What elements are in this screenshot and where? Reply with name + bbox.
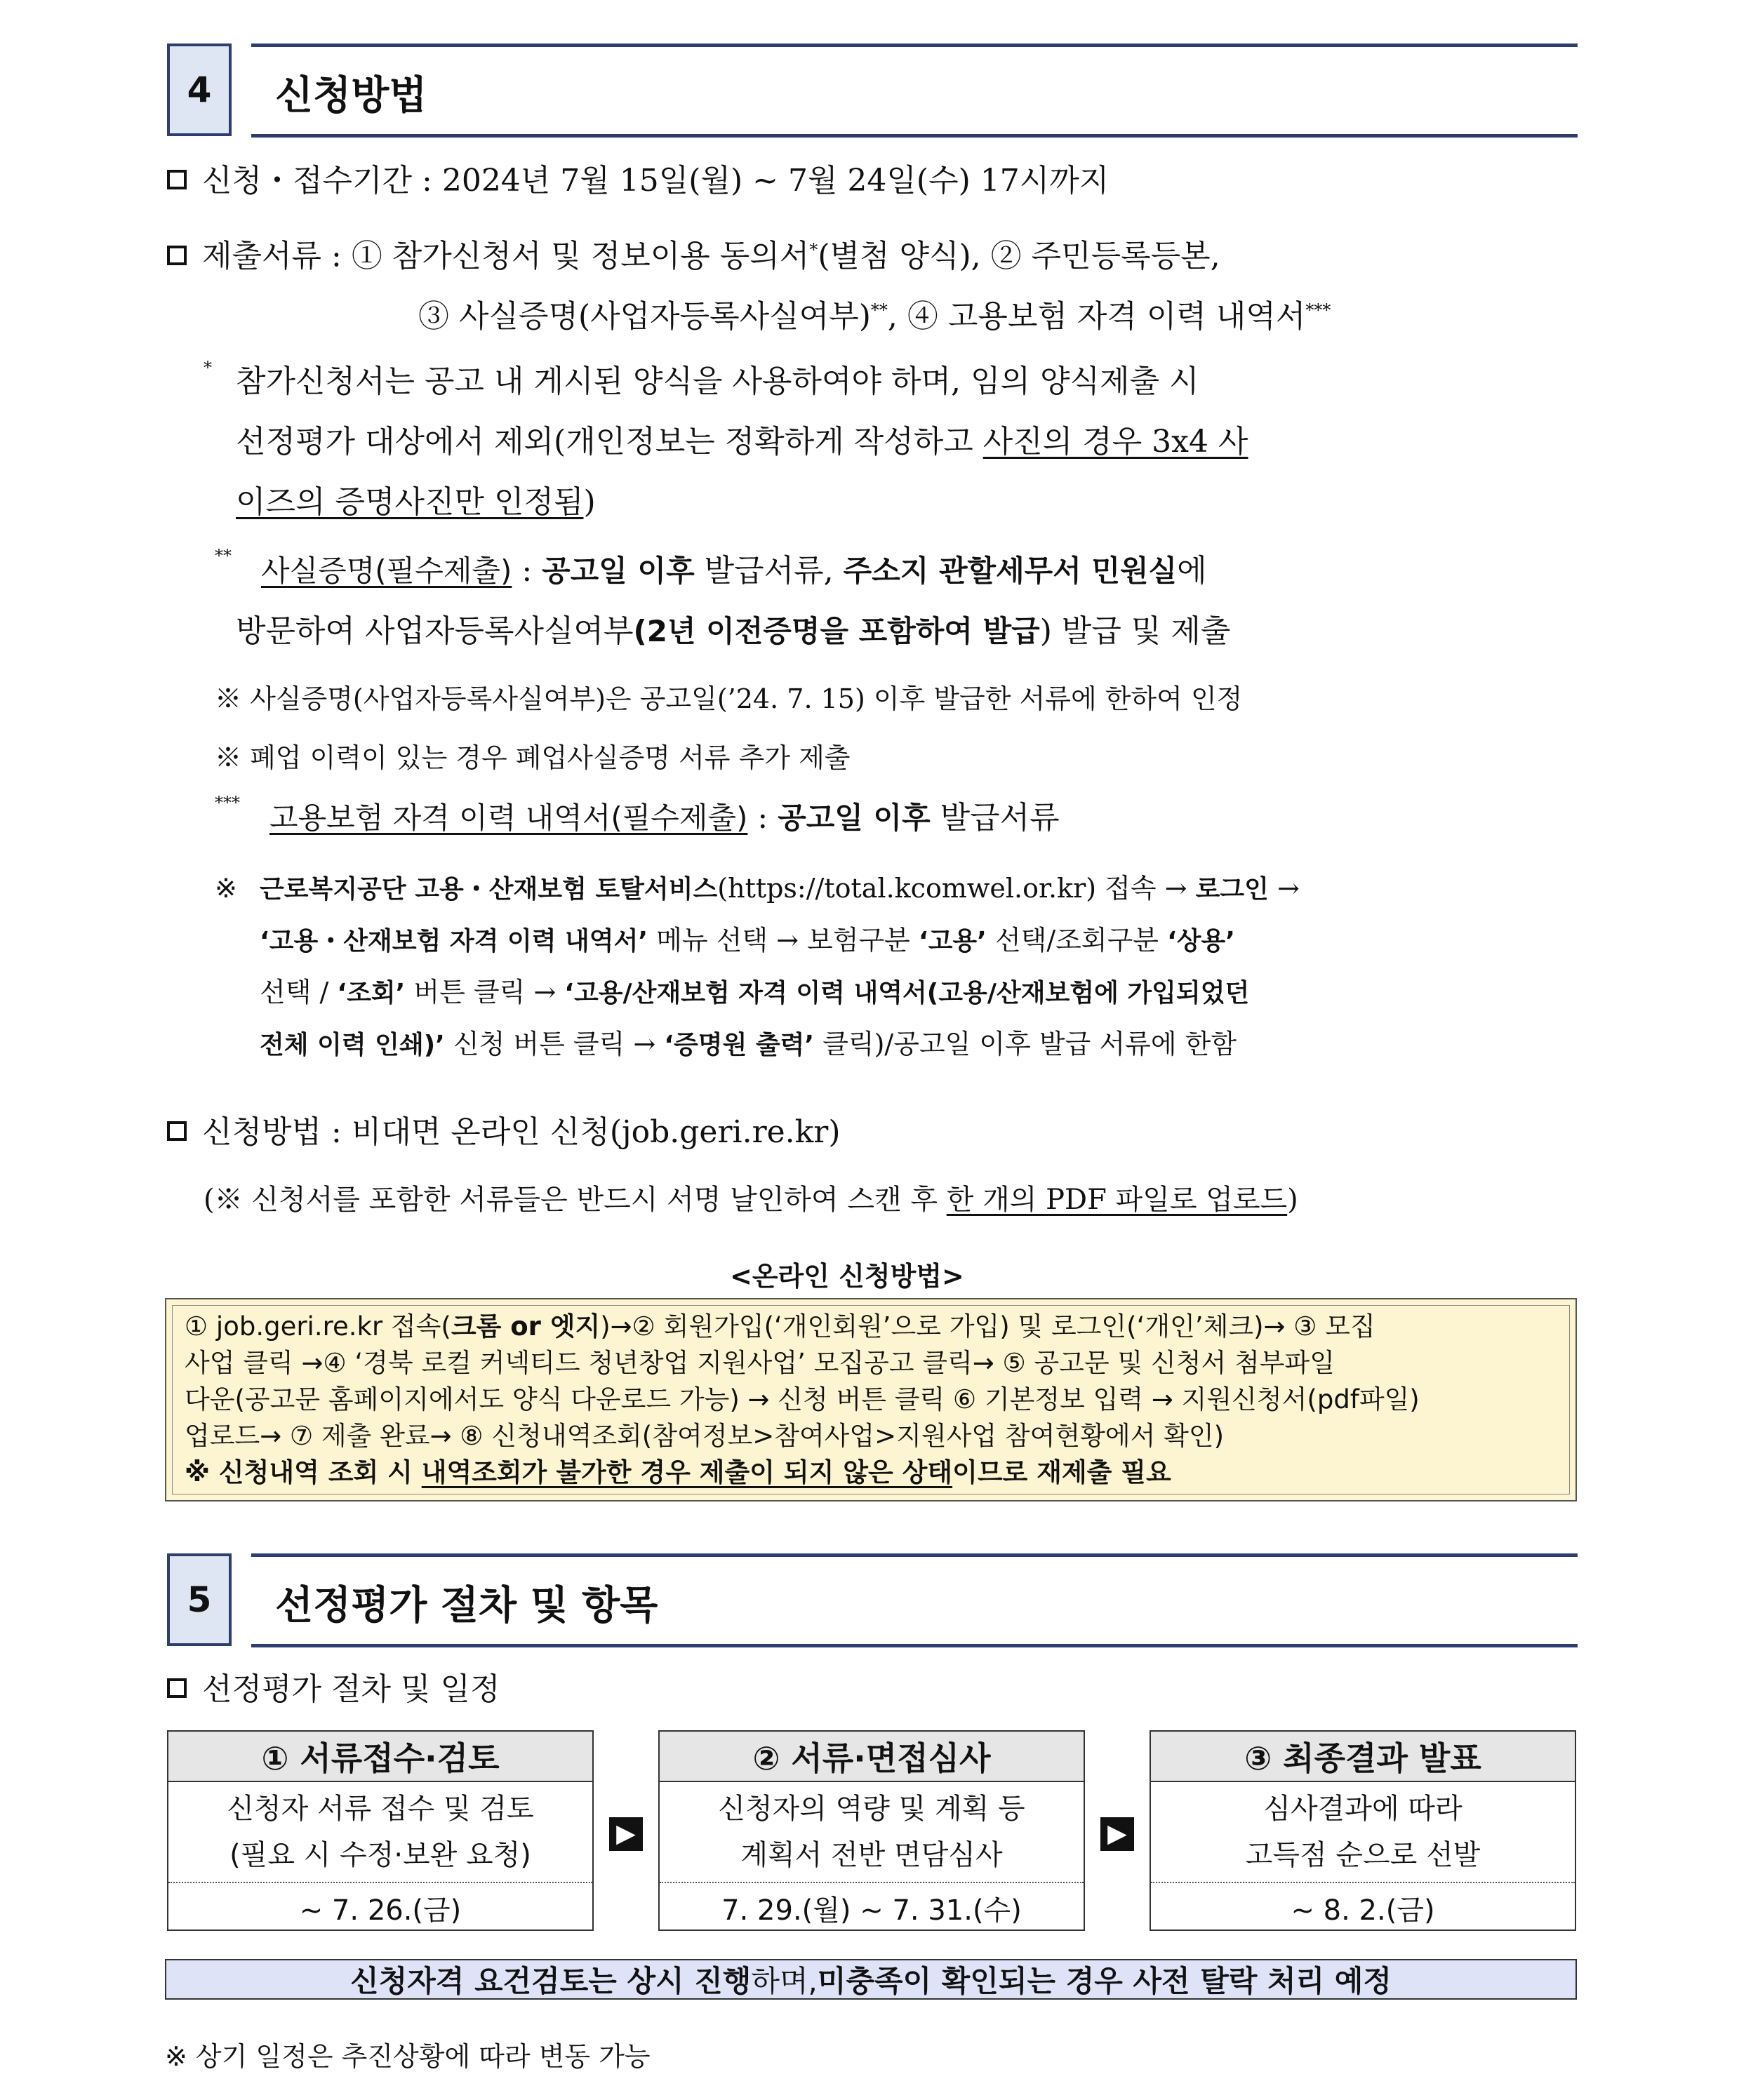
fn3-line (269, 797, 1060, 839)
fn1-line-3 (236, 481, 596, 523)
period-row: 신청・접수기간 : 2024년 7월 15일(월) ~ 7월 24일(수) 17시까지 (167, 160, 1109, 202)
fn2-mark: ** (215, 546, 232, 566)
online-l5-text: ※ 신청내역 조회 시 (185, 1457, 422, 1487)
fn3-docs: 발급서류 (930, 800, 1060, 836)
guide-l3-text2: 버튼 클릭 → (405, 977, 565, 1008)
fn1-line-3-underlined: 이즈의 증명사진만 인정됨 (236, 484, 584, 520)
step-2-line-2: 계획서 전반 면담심사 (740, 1839, 1003, 1871)
fn3-title: 고용보험 자격 이력 내역서(필수제출) (269, 801, 748, 835)
docs-item-3: ③ 사실증명(사업자등록사실여부) (418, 298, 871, 335)
step-1-line-2: (필요 시 수정·보완 요청) (229, 1839, 531, 1871)
fn2-line-2 (236, 610, 1230, 653)
fn2-docs: 발급서류, (694, 553, 844, 589)
guide-inquiry: ‘조회’ (337, 979, 406, 1008)
guide-menu: ‘고용・산재보험 자격 이력 내역서’ (260, 927, 648, 956)
guide-cert-print: ‘증명원 출력’ (664, 1031, 815, 1059)
docs-item-4: , ④ 고용보험 자격 이력 내역서 (887, 298, 1306, 335)
method-note-pdf: 한 개의 PDF 파일로 업로드 (946, 1184, 1288, 1216)
docs-item-2: (별첨 양식), ② 주민등록등본, (818, 238, 1220, 274)
guide-login: 로그인 (1195, 875, 1269, 904)
procedure-row (167, 1668, 500, 1711)
schedule-footnote: ※ 상기 일정은 추진상황에 따라 변동 가능 (165, 2041, 651, 2072)
step-3-title: ③ 최종결과 발표 (1151, 1732, 1575, 1782)
fn1-line-2-text: 선정평가 대상에서 제외(개인정보는 정확하게 작성하고 (236, 424, 983, 460)
banner-part-3: 미충족이 확인되는 경우 사전 탈락 처리 예정 (817, 1964, 1392, 1998)
section-4-number: 4 (167, 44, 232, 136)
guide-history: ‘고용/산재보험 자격 이력 내역서(고용/산재보험에 가입되었던 (564, 979, 1250, 1008)
checkbox-icon (167, 1678, 187, 1698)
fn3-after-date: 공고일 이후 (778, 801, 931, 835)
online-method-box (165, 1298, 1577, 1502)
step-1-line-1: 신청자 서류 접수 및 검토 (227, 1793, 534, 1825)
guide-url: (https://total.kcomwel.or.kr) 접속 → (717, 873, 1196, 904)
method-value: 비대면 온라인 신청(job.geri.re.kr) (351, 1114, 841, 1150)
checkbox-icon (167, 1121, 187, 1141)
docs-fn3-mark: *** (1305, 300, 1331, 320)
step-3-line-2: 고득점 순으로 선발 (1245, 1839, 1481, 1871)
step-1-title: ① 서류접수·검토 (168, 1732, 592, 1782)
method-note-tail: ) (1287, 1184, 1298, 1216)
step-2-title: ② 서류·면접심사 (660, 1732, 1084, 1782)
online-line-2: 사업 클릭 →④ ‘경북 로컬 커넥티드 청년창업 지원사업’ 모집공고 클릭→ ⑤ 공고문 및 신청서 첨부파일 (185, 1348, 1335, 1378)
guide-print-all: 전체 이력 인쇄)’ (260, 1031, 445, 1059)
procedure-label: 선정평가 절차 및 일정 (202, 1671, 500, 1707)
step-3-body (1151, 1782, 1575, 1883)
docs-row-2 (418, 289, 1331, 338)
online-l1-tail: )→② 회원가입(‘개인회원’으로 가입) 및 로그인(‘개인’체크)→ ③ 모집 (600, 1311, 1375, 1342)
step-1-date: ~ 7. 26.(금) (299, 1894, 462, 1927)
fn1-line-1: 참가신청서는 공고 내 게시된 양식을 사용하여야 하며, 임의 양식제출 시 (236, 363, 1199, 399)
docs-fn2-mark: ** (870, 300, 888, 320)
guide-l4-tail: 클릭)/공고일 이후 발급 서류에 한함 (814, 1029, 1237, 1059)
online-line-4: 업로드→ ⑦ 제출 완료→ ⑧ 신청내역조회(참여정보>참여사업>지원사업 참여현황에서 확인) (185, 1421, 1225, 1451)
guide-mark: ※ (215, 873, 237, 904)
fn3-colon: : (747, 800, 778, 836)
fn2-line-2-bold: (2년 이전증명을 포함하여 발급 (633, 614, 1040, 648)
fn1-line-2-underlined: 사진의 경우 3x4 사 (982, 424, 1248, 460)
fn2-after-date: 공고일 이후 (542, 554, 695, 588)
online-l1-text: ① job.geri.re.kr 접속( (185, 1311, 451, 1342)
online-line-5 (185, 1455, 1171, 1490)
banner-part-1: 신청자격 요건검토는 상시 진행 (350, 1964, 752, 1998)
fn3-mark: *** (215, 793, 240, 812)
fn2-office: 주소지 관할세무서 민원실 (843, 554, 1178, 588)
docs-label: 제출서류 (202, 238, 322, 274)
section-5-number: 5 (167, 1553, 232, 1646)
guide-l4-text: 신청 버튼 클릭 → (444, 1029, 665, 1059)
eligibility-banner (165, 1959, 1577, 2000)
step-1 (167, 1730, 594, 1931)
fn2-line-2-text: 방문하여 사업자등록사실여부 (236, 613, 634, 649)
fn2-title: 사실증명(필수제출) (261, 554, 512, 588)
docs-item-1: ① 참가신청서 및 정보이용 동의서 (351, 238, 810, 274)
guide-arrow: → (1268, 873, 1300, 904)
section-5-top-rule (251, 1553, 1578, 1557)
guide-line-1 (260, 867, 1300, 911)
online-l5-tail: 이므로 재제출 필요 (952, 1457, 1171, 1487)
method-note-text: (※ 신청서를 포함한 서류들은 반드시 서명 날인하여 스캔 후 (204, 1184, 947, 1216)
guide-regular: ‘상용’ (1167, 927, 1235, 956)
step-2-date: 7. 29.(월) ~ 7. 31.(수) (721, 1894, 1022, 1927)
section-5-bottom-rule (251, 1644, 1578, 1647)
guide-employment: ‘고용’ (918, 927, 987, 956)
docs-row: 제출서류 : ① 참가신청서 및 정보이용 동의서*(별첨 양식), ② 주민등록등본, (167, 229, 1220, 278)
section-5-title: 선정평가 절차 및 항목 (275, 1583, 658, 1628)
section-4-title: 신청방법 (275, 73, 427, 119)
fn2-suffix: 에 (1177, 553, 1207, 589)
step-2-body (660, 1782, 1084, 1883)
fn1-line-3-tail: ) (583, 484, 596, 520)
fn1-mark: * (204, 358, 212, 377)
right-arrow-box-icon: ▶ (1100, 1817, 1134, 1851)
note-2: ※ 폐업 이력이 있는 경우 폐업사실증명 서류 추가 제출 (215, 742, 851, 773)
method-note (204, 1179, 1298, 1221)
step-1-body (168, 1782, 592, 1883)
guide-site: 근로복지공단 고용・산재보험 토탈서비스 (260, 875, 718, 904)
step-3 (1150, 1730, 1576, 1931)
section-4-top-rule (251, 44, 1578, 47)
online-line-1 (185, 1309, 1375, 1344)
guide-l2-text: 메뉴 선택 → 보험구분 (648, 925, 919, 956)
guide-line-2 (260, 919, 1235, 963)
step-2-line-1: 신청자의 역량 및 계획 등 (718, 1793, 1025, 1825)
section-4-bottom-rule (251, 134, 1578, 138)
online-l5-underlined: 내역조회가 불가한 경우 제출이 되지 않은 상태 (421, 1457, 953, 1487)
right-arrow-box-icon: ▶ (609, 1817, 643, 1851)
period-label: 신청・접수기간 (202, 163, 413, 199)
banner-part-2: 하며, (751, 1964, 818, 1998)
guide-line-3 (260, 971, 1249, 1015)
step-2 (658, 1730, 1085, 1931)
guide-l3-text: 선택 / (260, 977, 338, 1008)
checkbox-icon (167, 246, 187, 265)
step-3-line-1: 심사결과에 따라 (1263, 1793, 1463, 1825)
note-1: ※ 사실증명(사업자등록사실여부)은 공고일(’24. 7. 15) 이후 발급한 서류에 한하여 인정 (215, 683, 1243, 714)
guide-line-4 (260, 1023, 1237, 1066)
period-value: 2024년 7월 15일(월) ~ 7월 24일(수) 17시까지 (441, 163, 1110, 199)
fn2-colon: : (512, 553, 542, 589)
method-label: 신청방법 (202, 1114, 322, 1150)
fn2-line-2-tail: ) 발급 및 제출 (1039, 613, 1231, 649)
guide-l2-text2: 선택/조회구분 (986, 925, 1168, 956)
docs-fn1-mark: * (809, 240, 818, 260)
method-row: 신청방법 : 비대면 온라인 신청(job.geri.re.kr) (167, 1111, 840, 1153)
checkbox-icon (167, 170, 187, 189)
online-browser: 크롬 or 엣지 (451, 1311, 601, 1342)
online-line-3: 다운(공고문 홈페이지에서도 양식 다운로드 가능) → 신청 버튼 클릭 ⑥ 기본정보 입력 → 지원신청서(pdf파일) (185, 1384, 1420, 1415)
fn1-line-2 (236, 421, 1248, 463)
step-3-date: ~ 8. 2.(금) (1291, 1894, 1435, 1927)
fn2-line-1 (261, 550, 1207, 592)
online-title: <온라인 신청방법> (730, 1261, 964, 1292)
